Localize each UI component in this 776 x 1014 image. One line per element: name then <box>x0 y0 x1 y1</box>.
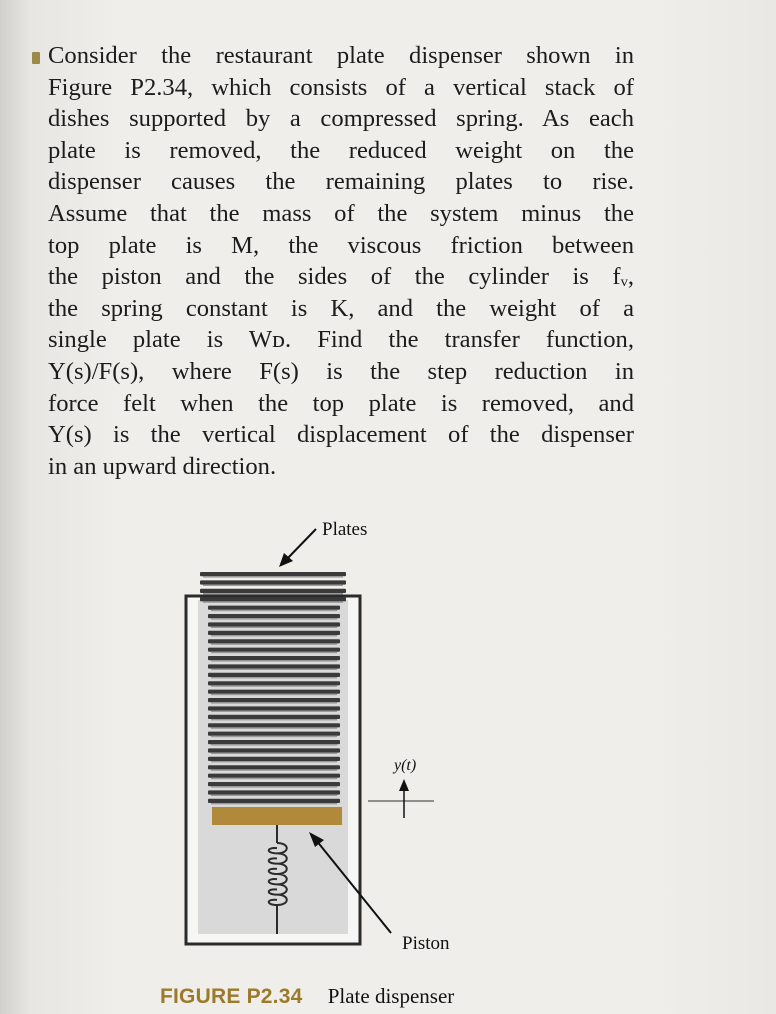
piston-label: Piston <box>402 933 450 954</box>
plate-rim <box>211 769 337 770</box>
plate <box>200 580 346 584</box>
plate-rim <box>211 761 337 762</box>
plate <box>208 614 340 618</box>
text-line: Y(s)/F(s), where F(s) is the step reduction in <box>48 357 634 385</box>
plate-rim <box>203 585 343 586</box>
plate <box>200 597 346 601</box>
displacement-label: y(t) <box>394 757 417 774</box>
text-line: Y(s) is the vertical displacement of the dispenser <box>48 421 634 449</box>
piston <box>212 807 342 825</box>
plate-rim <box>211 778 337 779</box>
plate-rim <box>211 635 337 636</box>
plate <box>208 748 340 752</box>
plate-rim <box>211 744 337 745</box>
text-line: force felt when the top plate is removed, and <box>48 389 634 417</box>
plate-rim <box>211 694 337 695</box>
plate-rim <box>203 601 343 602</box>
plate <box>208 765 340 769</box>
plate-rim <box>203 576 343 577</box>
plate-rim <box>211 677 337 678</box>
text-line: Consider the restaurant plate dispenser shown in <box>48 42 634 69</box>
plates-label: Plates <box>322 519 368 540</box>
plate-rim <box>211 652 337 653</box>
figure-caption-id: FIGURE P2.34 <box>160 985 303 1008</box>
plate-rim <box>211 660 337 661</box>
plate <box>208 732 340 736</box>
plate <box>208 740 340 744</box>
plate-rim <box>211 711 337 712</box>
text-line: the piston and the sides of the cylinder is fᵥ, <box>48 263 634 291</box>
plate-rim <box>211 618 337 619</box>
plate <box>208 690 340 694</box>
plate <box>208 799 340 803</box>
text-line: in an upward direction. <box>48 452 277 480</box>
plate <box>208 757 340 761</box>
text-line: single plate is Wᴅ. Find the transfer function, <box>48 326 634 354</box>
plate-rim <box>211 685 337 686</box>
plate <box>208 631 340 635</box>
plate-rim <box>211 702 337 703</box>
plate <box>208 673 340 677</box>
plate <box>208 664 340 668</box>
plate <box>208 606 340 610</box>
plates-pointer-arrow <box>279 529 316 567</box>
text-line: top plate is M, the viscous friction between <box>48 231 634 259</box>
plate-rim <box>211 643 337 644</box>
plate <box>208 639 340 643</box>
text-line: dishes supported by a compressed spring. As each <box>48 105 634 133</box>
plate <box>208 648 340 652</box>
plate-rim <box>211 627 337 628</box>
plate-rim <box>211 736 337 737</box>
plate <box>208 681 340 685</box>
plate-rim <box>211 803 337 804</box>
plate <box>208 706 340 710</box>
plate <box>208 715 340 719</box>
text-line: Assume that the mass of the system minus the <box>48 199 634 227</box>
text-line: dispenser causes the remaining plates to rise. <box>48 168 634 196</box>
text-line: the spring constant is K, and the weight of a <box>48 294 634 322</box>
plate <box>208 790 340 794</box>
plate-rim <box>211 669 337 670</box>
plate <box>208 774 340 778</box>
plate-rim <box>211 795 337 796</box>
plate-rim <box>211 753 337 754</box>
plate <box>200 589 346 593</box>
plate-rim <box>211 719 337 720</box>
plate <box>208 782 340 786</box>
plate <box>208 723 340 727</box>
plate-rim <box>203 593 343 594</box>
plate <box>208 698 340 702</box>
plate-rim <box>211 727 337 728</box>
plate-rim <box>211 786 337 787</box>
plate <box>200 572 346 576</box>
figure-caption-title: Plate dispenser <box>327 984 455 1008</box>
text-line: plate is removed, the reduced weight on the <box>48 136 634 164</box>
displacement-arrow <box>368 779 434 818</box>
figure-caption <box>160 984 454 1009</box>
plate <box>208 656 340 660</box>
text-line: Figure P2.34, which consists of a vertical stack of <box>48 73 634 101</box>
plate-rim <box>211 610 337 611</box>
plate <box>208 622 340 626</box>
